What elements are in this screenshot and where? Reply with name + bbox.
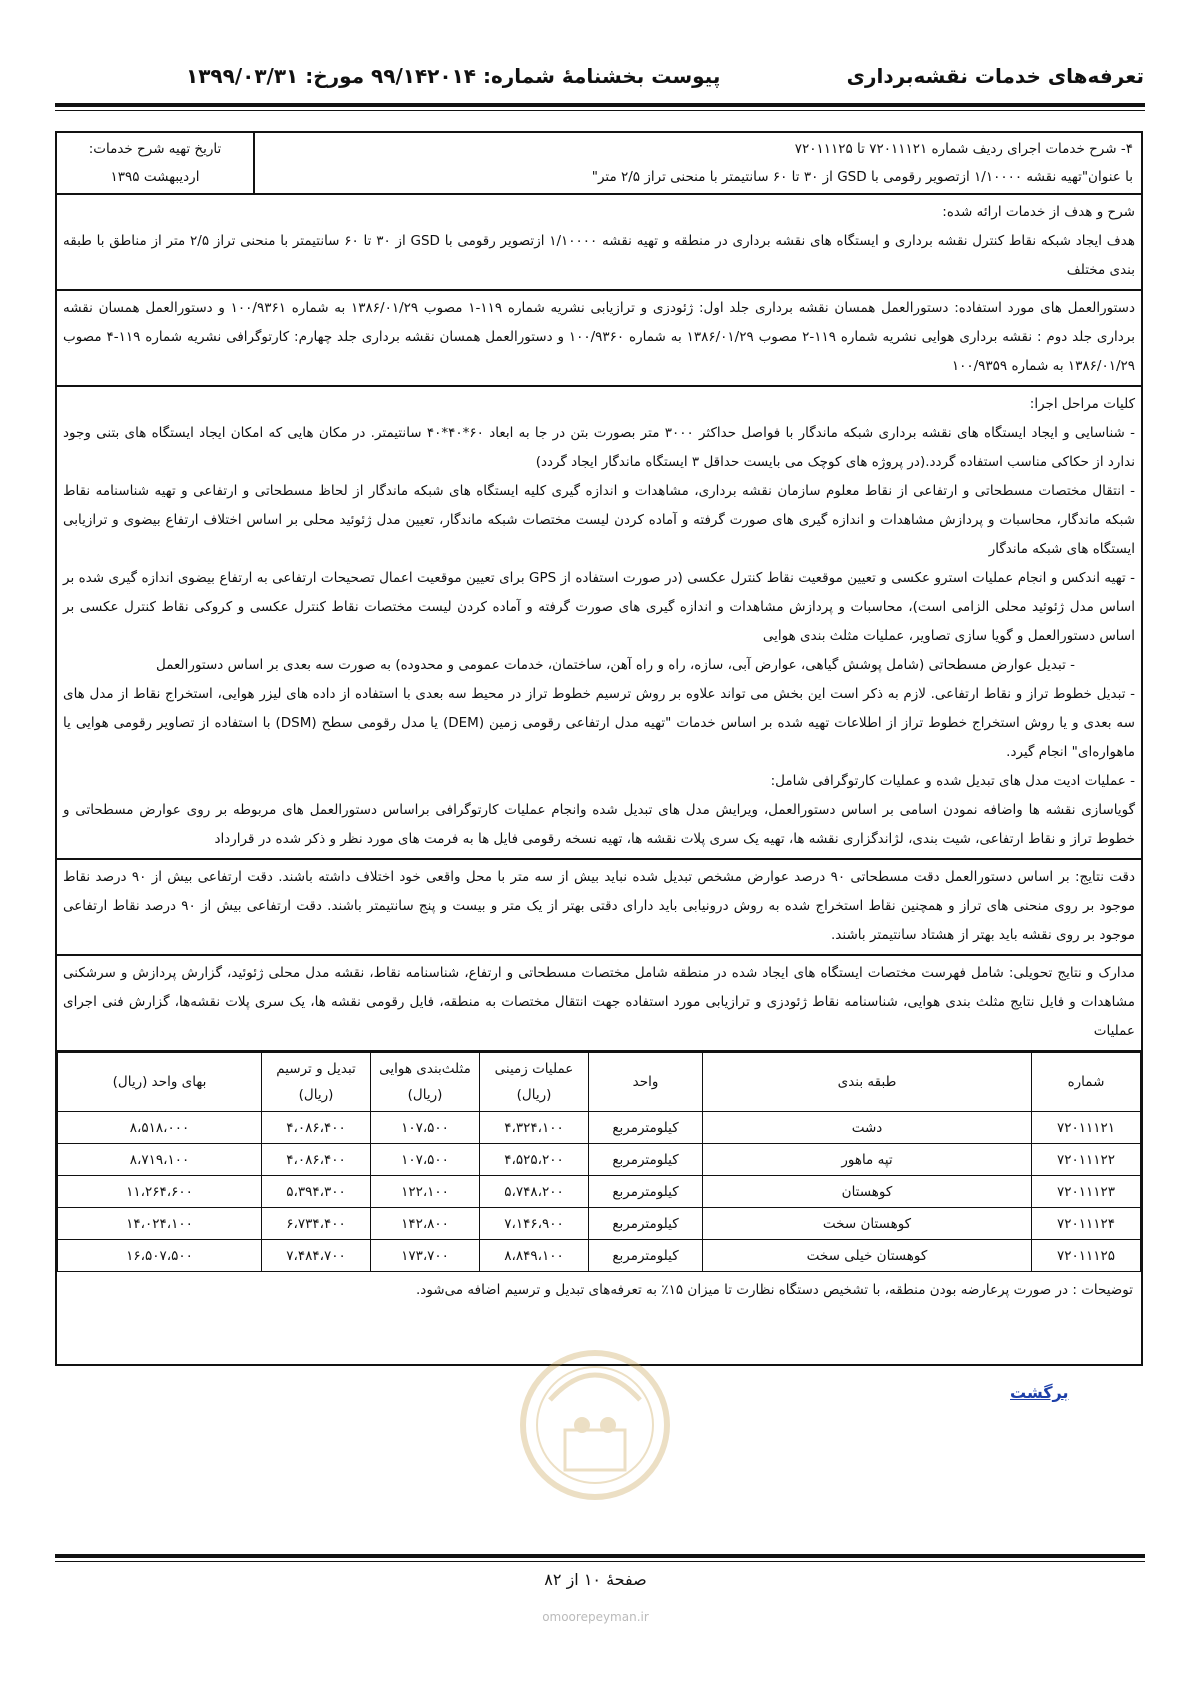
step-item: - تهیه اندکس و انجام عملیات استرو عکسی و تعیین موقعیت نقاط کنترل عکسی (در صورت استفاده از GPS برای تعیین موقعیت اعمال تصحیحات ارتفاعی به ارتفاع بیضوی اندازه گیری شده بر اساس مدل ژئوئید محلی الزامی است)، محاسبات و پردازش مشاهدات و اندازه گیری های صورت گرفته و آماده کردن لیست مختصات نقاط کنترل عکسی و کروکی نقاط کنترل عکسی بر اساس دستورالعمل و گویا سازی تصاویر، عملیات مثلث بندی هوایی bbox=[63, 570, 1135, 644]
cell-convert: ۴،۰۸۶،۴۰۰ bbox=[262, 1144, 371, 1176]
steps-section bbox=[57, 387, 1141, 860]
omoorepeyman-seal-icon bbox=[470, 1330, 720, 1510]
step-item: - تبدیل خطوط تراز و نقاط ارتفاعی. لازم به ذکر است این بخش می تواند علاوه بر روش ترسیم خطوط تراز در محیط سه بعدی با استفاده از داده های لیزر هوایی، استخراج نقاط از مدل های سه بعدی و یا روش استخراج خطوط تراز از اطلاعات تهیه شده بر اساس خدمات "تهیه مدل ارتفاعی رقومی زمین (DEM) یا مدل رقومی سطح (DSM) با استفاده از تصاویر رقومی هوایی یا ماهواره‌ای" انجام گیرد. bbox=[63, 686, 1135, 760]
cell-unit: کیلومترمربع bbox=[589, 1144, 703, 1176]
accuracy-section bbox=[57, 860, 1141, 956]
page-header bbox=[56, 58, 1144, 98]
cell-aerial: ۱۰۷،۵۰۰ bbox=[371, 1112, 480, 1144]
deliverables-section bbox=[57, 956, 1141, 1052]
col-header-code: شماره bbox=[1032, 1053, 1141, 1112]
circular-reference: پیوست بخشنامۀ شماره: ۹۹/۱۴۲۰۱۴ مورخ: ۱۳۹۹/۰۳/۳۱ bbox=[186, 64, 721, 88]
cell-ground: ۴،۳۲۴،۱۰۰ bbox=[480, 1112, 589, 1144]
cell-ground: ۷،۱۴۶،۹۰۰ bbox=[480, 1208, 589, 1240]
page-number: صفحۀ ۱۰ از ۸۲ bbox=[544, 1570, 647, 1589]
cell-price: ۸،۷۱۹،۱۰۰ bbox=[58, 1144, 262, 1176]
service-title: با عنوان"تهیه نقشه ۱/۱۰۰۰۰ ازتصویر رقومی با GSD از ۳۰ تا ۶۰ سانتیمتر با منحنی تراز ۲/۵ متر" bbox=[591, 169, 1133, 185]
date-label: تاریخ تهیه شرح خدمات: bbox=[88, 141, 222, 157]
document-title: تعرفه‌های خدمات نقشه‌برداری bbox=[846, 64, 1144, 88]
preparation-date-cell bbox=[57, 133, 255, 193]
accuracy-text: دقت نتایج: بر اساس دستورالعمل دقت مسطحاتی ۹۰ درصد عوارض مشخص تبدیل شده نباید بیش از سه متر با محل واقعی خود اختلاف داشته باشند. دقت ارتفاعی بیش از ۹۰ درصد نقاط موجود بر روی منحنی های تراز و همچنین نقاط استخراج شده به روش درونیابی باید دارای دقتی بهتر از یک متر و بیست و پنج سانتیمتر باشند. دقت ارتفاعی بیش از ۹۰ درصد نقاط ارتفاعی موجود بر روی نقشه باید بهتر از هشتاد سانتیمتر باشند. bbox=[63, 869, 1135, 943]
footer-rule-thin bbox=[55, 1561, 1145, 1562]
table-row bbox=[58, 1208, 1141, 1240]
cell-unit: کیلومترمربع bbox=[589, 1208, 703, 1240]
cell-category: کوهستان bbox=[703, 1176, 1032, 1208]
cell-ground: ۵،۷۴۸،۲۰۰ bbox=[480, 1176, 589, 1208]
header-rule-thick bbox=[55, 103, 1145, 107]
purpose-label: شرح و هدف از خدمات ارائه شده: bbox=[942, 204, 1135, 220]
footer-rule-thick bbox=[55, 1554, 1145, 1558]
cell-category: کوهستان سخت bbox=[703, 1208, 1032, 1240]
site-url: omoorepeyman.ir bbox=[542, 1610, 649, 1624]
cell-convert: ۴،۰۸۶،۴۰۰ bbox=[262, 1112, 371, 1144]
col-header-price: بهای واحد (ریال) bbox=[58, 1053, 262, 1112]
cell-convert: ۵،۳۹۴،۳۰۰ bbox=[262, 1176, 371, 1208]
step-item: - شناسایی و ایجاد ایستگاه های نقشه برداری شبکه ماندگار با فواصل حداکثر ۳۰۰۰ متر بصورت بتن در جا به ابعاد ۶۰*۴۰*۴۰ سانتیمتر. در مکان هایی که امکان ایجاد ایستگاه های بتنی وجود ندارد از حکاکی مناسب استفاده گردد.(در پروژه های کوچک می بایست حداقل ۳ ایستگاه ماندگار ایجاد گردد) bbox=[63, 425, 1135, 470]
col-header-unit: واحد bbox=[589, 1053, 703, 1112]
step-item: - عملیات ادیت مدل های تبدیل شده و عملیات کارتوگرافی شامل: bbox=[770, 773, 1135, 789]
service-heading: ۴- شرح خدمات اجرای ردیف شماره ۷۲۰۱۱۱۲۱ تا ۷۲۰۱۱۱۲۵ bbox=[794, 141, 1133, 157]
standards-section bbox=[57, 291, 1141, 387]
cell-code: ۷۲۰۱۱۱۲۵ bbox=[1032, 1240, 1141, 1272]
table-row bbox=[58, 1112, 1141, 1144]
back-link[interactable]: برگشت bbox=[1010, 1383, 1069, 1402]
cell-ground: ۸،۸۴۹،۱۰۰ bbox=[480, 1240, 589, 1272]
cell-convert: ۷،۴۸۴،۷۰۰ bbox=[262, 1240, 371, 1272]
date-value: اردیبهشت ۱۳۹۵ bbox=[110, 169, 200, 185]
service-description-box bbox=[55, 131, 1143, 1366]
cell-unit: کیلومترمربع bbox=[589, 1112, 703, 1144]
col-header-ground: عملیات زمینی (ریال) bbox=[480, 1053, 589, 1112]
purpose-section bbox=[57, 195, 1141, 291]
header-rule-thin bbox=[55, 110, 1145, 111]
tariff-table bbox=[57, 1052, 1141, 1272]
table-row bbox=[58, 1240, 1141, 1272]
deliverables-text: مدارک و نتایج تحویلی: شامل فهرست مختصات ایستگاه های ایجاد شده در منطقه شامل مختصات مسطحاتی و ارتفاع، شناسنامه نقاط، نقشه مدل محلی ژئوئید، گزارش پردازش و سرشکنی مشاهدات و فایل نتایج مثلث بندی هوایی، شناسنامه نقاط ژئودزی و ترازیابی مورد استفاده جهت انتقال مختصات به منطقه، فایل رقومی نقشه ها، یک سری پلات نقشه‌ها، گزارش فنی اجرای عملیات bbox=[63, 965, 1135, 1039]
table-row bbox=[58, 1144, 1141, 1176]
cell-unit: کیلومترمربع bbox=[589, 1176, 703, 1208]
cell-price: ۱۱،۲۶۴،۶۰۰ bbox=[58, 1176, 262, 1208]
cell-category: تپه ماهور bbox=[703, 1144, 1032, 1176]
col-header-category: طبقه بندی bbox=[703, 1053, 1032, 1112]
step-item: - تبدیل عوارض مسطحاتی (شامل پوشش گیاهی، عوارض آبی، سازه، راه و راه آهن، ساختمان، خدمات عمومی و محدوده) به صورت سه بعدی بر اساس دستورالعمل bbox=[156, 657, 1075, 673]
cell-code: ۷۲۰۱۱۱۲۲ bbox=[1032, 1144, 1141, 1176]
service-title-section bbox=[57, 133, 1141, 195]
cell-price: ۱۴،۰۲۴،۱۰۰ bbox=[58, 1208, 262, 1240]
col-header-aerial: مثلث‌بندی هوایی (ریال) bbox=[371, 1053, 480, 1112]
steps-label: کلیات مراحل اجرا: bbox=[1029, 396, 1135, 412]
table-row bbox=[58, 1176, 1141, 1208]
table-notes: توضیحات : در صورت پرعارضه بودن منطقه، با تشخیص دستگاه نظارت تا میزان ۱۵٪ به تعرفه‌های تبدیل و ترسیم اضافه می‌شود. bbox=[416, 1282, 1133, 1298]
col-header-convert: تبدیل و ترسیم (ریال) bbox=[262, 1053, 371, 1112]
cell-code: ۷۲۰۱۱۱۲۳ bbox=[1032, 1176, 1141, 1208]
cell-aerial: ۱۴۲،۸۰۰ bbox=[371, 1208, 480, 1240]
step-item: گویاسازی نقشه ها واضافه نمودن اسامی بر اساس دستورالعمل، ویرایش مدل های تبدیل شده وانجام عملیات کارتوگرافی براساس دستورالعمل های مربوطه بر روی عوارض مسطحاتی و خطوط تراز و نقاط ارتفاعی، شیت بندی، لژاندگزاری نقشه ها، تهیه یک سری پلات نقشه ها، تهیه نسخه رقومی فایل ها به فرمت های مورد نظر و ذکر شده در قرارداد bbox=[63, 802, 1135, 847]
cell-aerial: ۱۲۲،۱۰۰ bbox=[371, 1176, 480, 1208]
cell-price: ۱۶،۵۰۷،۵۰۰ bbox=[58, 1240, 262, 1272]
cell-ground: ۴،۵۲۵،۲۰۰ bbox=[480, 1144, 589, 1176]
cell-category: دشت bbox=[703, 1112, 1032, 1144]
cell-aerial: ۱۰۷،۵۰۰ bbox=[371, 1144, 480, 1176]
cell-code: ۷۲۰۱۱۱۲۱ bbox=[1032, 1112, 1141, 1144]
table-header-row bbox=[58, 1053, 1141, 1112]
cell-code: ۷۲۰۱۱۱۲۴ bbox=[1032, 1208, 1141, 1240]
cell-aerial: ۱۷۳،۷۰۰ bbox=[371, 1240, 480, 1272]
cell-unit: کیلومترمربع bbox=[589, 1240, 703, 1272]
cell-category: کوهستان خیلی سخت bbox=[703, 1240, 1032, 1272]
cell-convert: ۶،۷۳۴،۴۰۰ bbox=[262, 1208, 371, 1240]
standards-text: دستورالعمل های مورد استفاده: دستورالعمل همسان نقشه برداری جلد اول: ژئودزی و ترازیابی نشریه شماره ۱۱۹-۱ مصوب ۱۳۸۶/۰۱/۲۹ به شماره ۱۰۰/۹۳۶۱ و دستورالعمل همسان نقشه برداری جلد دوم : نقشه برداری هوایی نشریه شماره ۱۱۹-۲ مصوب ۱۳۸۶/۰۱/۲۹ به شماره ۱۰۰/۹۳۶۰ و دستورالعمل همسان نقشه برداری جلد چهارم: کارتوگرافی نشریه شماره ۱۱۹-۴ مصوب ۱۳۸۶/۰۱/۲۹ به شماره ۱۰۰/۹۳۵۹ bbox=[63, 300, 1135, 374]
cell-price: ۸،۵۱۸،۰۰۰ bbox=[58, 1112, 262, 1144]
step-item: - انتقال مختصات مسطحاتی و ارتفاعی از نقاط معلوم سازمان نقشه برداری، مشاهدات و اندازه گیری کلیه ایستگاه های شبکه ماندگار از لحاظ مسطحاتی و ارتفاعی و تهیه شناسنامه نقاط شبکه ماندگار، محاسبات و پردازش مشاهدات و اندازه گیری های صورت گرفته و آماده کردن لیست مختصات شبکه ماندگار، تعیین مدل ژئوئید محلی بر اساس اختلاف ارتفاع بیضوی و ترازیابی ایستگاه های شبکه ماندگار bbox=[63, 483, 1135, 557]
purpose-text: هدف ایجاد شبکه نقاط کنترل نقشه برداری و ایستگاه های نقشه برداری در منطقه و تهیه نقشه ۱/۱۰۰۰۰ ازتصویر رقومی با GSD از ۳۰ تا ۶۰ سانتیمتر با منحنی تراز ۲/۵ متر از مناطق با طبقه بندی مختلف bbox=[63, 233, 1136, 278]
